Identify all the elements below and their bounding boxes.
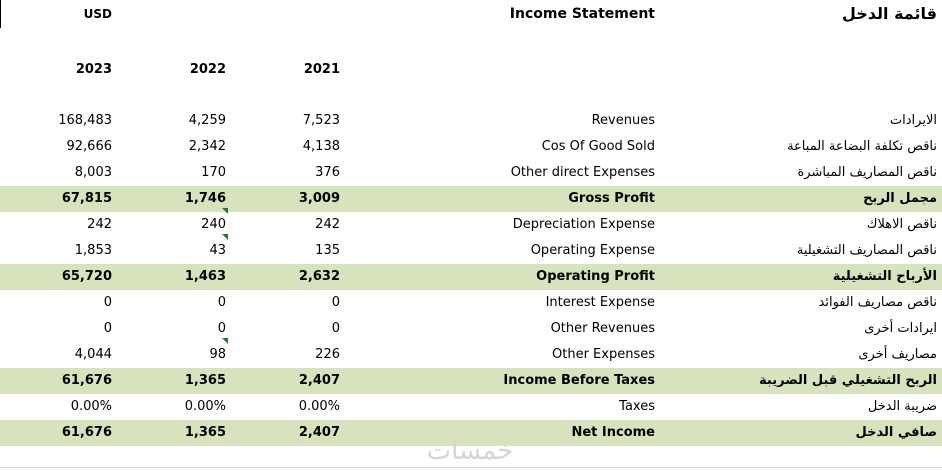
label-arabic: ناقص الاهلاك	[866, 217, 937, 232]
value-2023: 65,720	[61, 269, 112, 284]
value-2021: 3,009	[298, 191, 340, 206]
label-english: Taxes	[619, 399, 655, 414]
year-header-2023: 2023	[75, 62, 112, 77]
value-2023: 242	[87, 217, 112, 232]
label-english: Revenues	[591, 113, 655, 128]
value-2023: 8,003	[74, 165, 112, 180]
table-row	[0, 134, 942, 160]
title-arabic: قائمة الدخل	[841, 4, 937, 23]
value-2021: 7,523	[302, 113, 340, 128]
subtotal-row	[0, 368, 942, 394]
value-2022: 4,259	[188, 113, 226, 128]
value-2023: 0	[103, 321, 112, 336]
label-arabic: ناقص المصاريف المباشرة	[797, 165, 937, 180]
value-2022: 1,365	[184, 425, 226, 440]
comment-indicator[interactable]	[222, 208, 228, 214]
value-2022: 1,463	[184, 269, 226, 284]
label-english: Operating Expense	[530, 243, 655, 258]
value-2023: 4,044	[74, 347, 112, 362]
label-arabic: ناقص مصاريف الفوائد	[818, 295, 937, 310]
value-2023: 168,483	[58, 113, 112, 128]
value-2022: 0	[217, 321, 226, 336]
label-arabic: ضريبة الدخل	[867, 399, 937, 414]
value-2022: 43	[209, 243, 226, 258]
label-arabic: مجمل الربح	[863, 191, 937, 206]
label-arabic: صافي الدخل	[855, 425, 937, 440]
year-header-2021: 2021	[303, 62, 340, 77]
subtotal-row	[0, 186, 942, 212]
value-2022: 1,365	[184, 373, 226, 388]
value-2021: 135	[315, 243, 340, 258]
label-english: Interest Expense	[545, 295, 655, 310]
label-arabic: مصاريف أخرى	[858, 347, 937, 362]
value-2023: 0	[103, 295, 112, 310]
label-english: Other Revenues	[550, 321, 655, 336]
table-row	[0, 212, 942, 238]
label-arabic: الربح التشغيلي قبل الضريبة	[759, 373, 937, 388]
value-2023: 1,853	[74, 243, 112, 258]
value-2021: 376	[315, 165, 340, 180]
value-2023: 61,676	[61, 373, 112, 388]
table-row	[0, 342, 942, 368]
table-row	[0, 394, 942, 420]
label-english: Other direct Expenses	[510, 165, 655, 180]
value-2022: 0.00%	[184, 399, 226, 414]
comment-indicator[interactable]	[222, 234, 228, 240]
value-2023: 92,666	[66, 139, 112, 154]
label-english: Cos Of Good Sold	[541, 139, 655, 154]
value-2022: 0	[217, 295, 226, 310]
label-arabic: ناقص تكلفة البضاعة المباعة	[787, 139, 937, 154]
label-english: Operating Profit	[536, 269, 655, 284]
table-row	[0, 160, 942, 186]
table-row	[0, 316, 942, 342]
table-row	[0, 238, 942, 264]
title-english: Income Statement	[509, 6, 655, 22]
value-2022: 98	[209, 347, 226, 362]
year-header-2022: 2022	[189, 62, 226, 77]
label-english: Other Expenses	[552, 347, 655, 362]
value-2022: 1,746	[184, 191, 226, 206]
value-2021: 0	[331, 321, 340, 336]
label-english: Net Income	[571, 425, 655, 440]
label-english: Gross Profit	[568, 191, 655, 206]
comment-indicator[interactable]	[222, 338, 228, 344]
value-2022: 2,342	[188, 139, 226, 154]
currency-label: USD	[83, 7, 112, 21]
value-2023: 67,815	[61, 191, 112, 206]
label-arabic: الايرادات	[889, 113, 937, 128]
value-2021: 2,407	[298, 425, 340, 440]
value-2023: 0.00%	[70, 399, 112, 414]
sheet-bottom-border	[0, 467, 942, 468]
subtotal-row	[0, 264, 942, 290]
value-2022: 170	[201, 165, 226, 180]
label-arabic: ايرادات أخرى	[864, 321, 937, 336]
label-arabic: ناقص المصاريف التشغيلية	[796, 243, 937, 258]
value-2021: 226	[315, 347, 340, 362]
value-2021: 2,632	[298, 269, 340, 284]
watermark-logo: خمسات	[426, 436, 514, 466]
label-english: Depreciation Expense	[512, 217, 655, 232]
value-2021: 4,138	[302, 139, 340, 154]
value-2023: 61,676	[61, 425, 112, 440]
label-english: Income Before Taxes	[503, 373, 655, 388]
value-2021: 2,407	[298, 373, 340, 388]
table-row	[0, 108, 942, 134]
value-2021: 0	[331, 295, 340, 310]
table-row	[0, 290, 942, 316]
value-2022: 240	[201, 217, 226, 232]
label-arabic: الأرباح التشغيلية	[832, 269, 937, 284]
value-2021: 242	[315, 217, 340, 232]
value-2021: 0.00%	[298, 399, 340, 414]
